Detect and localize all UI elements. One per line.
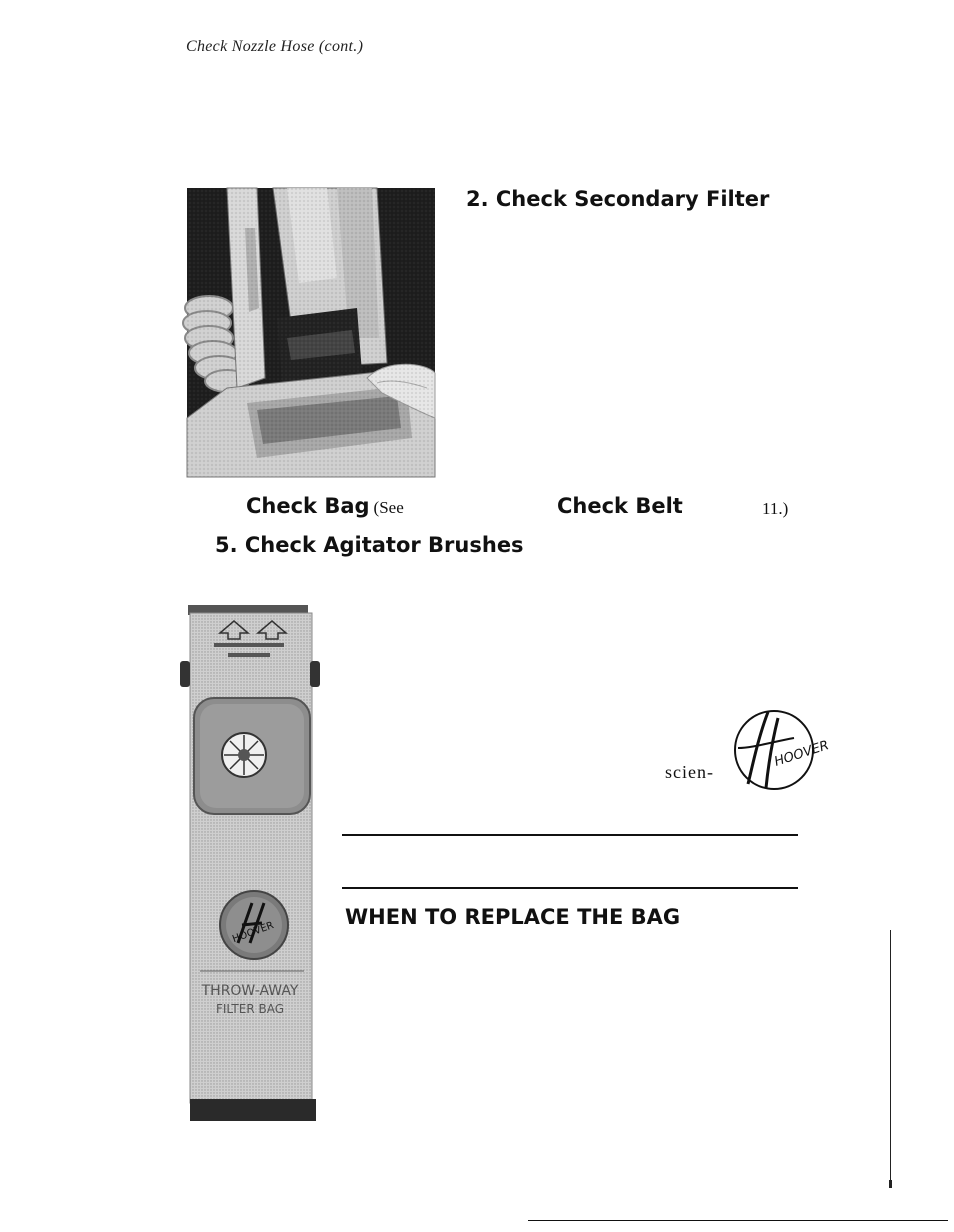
check-bag-reference: (See — [373, 498, 404, 517]
vacuum-filter-illustration — [187, 188, 435, 477]
hoover-logo-mark — [732, 708, 831, 792]
bag-label-line2: FILTER BAG — [215, 1002, 285, 1016]
margin-rule — [890, 930, 891, 1188]
footer-rule — [528, 1220, 948, 1221]
margin-tick — [889, 1180, 892, 1188]
throw-away-bag-photo — [180, 603, 320, 1123]
hoover-logo-text: HOOVER — [772, 738, 831, 770]
rule-top — [342, 834, 798, 836]
heading-check-belt: Check Belt — [557, 494, 683, 518]
rule-bottom — [342, 887, 798, 889]
heading-replace-bag: WHEN TO REPLACE THE BAG — [345, 905, 681, 929]
bag-label-line1: THROW-AWAY — [201, 983, 299, 999]
check-bag-line — [246, 494, 404, 518]
heading-agitator-brushes: 5. Check Agitator Brushes — [215, 533, 524, 557]
body-fragment: scien- — [665, 762, 714, 782]
filter-bag-illustration — [180, 603, 320, 1123]
hoover-logo — [732, 708, 831, 792]
secondary-filter-photo — [187, 188, 435, 477]
heading-secondary-filter: 2. Check Secondary Filter — [466, 187, 770, 211]
bag-emblem-brand: HOOVER — [230, 920, 276, 946]
running-head: Check Nozzle Hose (cont.) — [186, 38, 364, 55]
heading-check-bag: Check Bag — [246, 494, 370, 518]
check-belt-reference: 11.) — [762, 499, 789, 518]
